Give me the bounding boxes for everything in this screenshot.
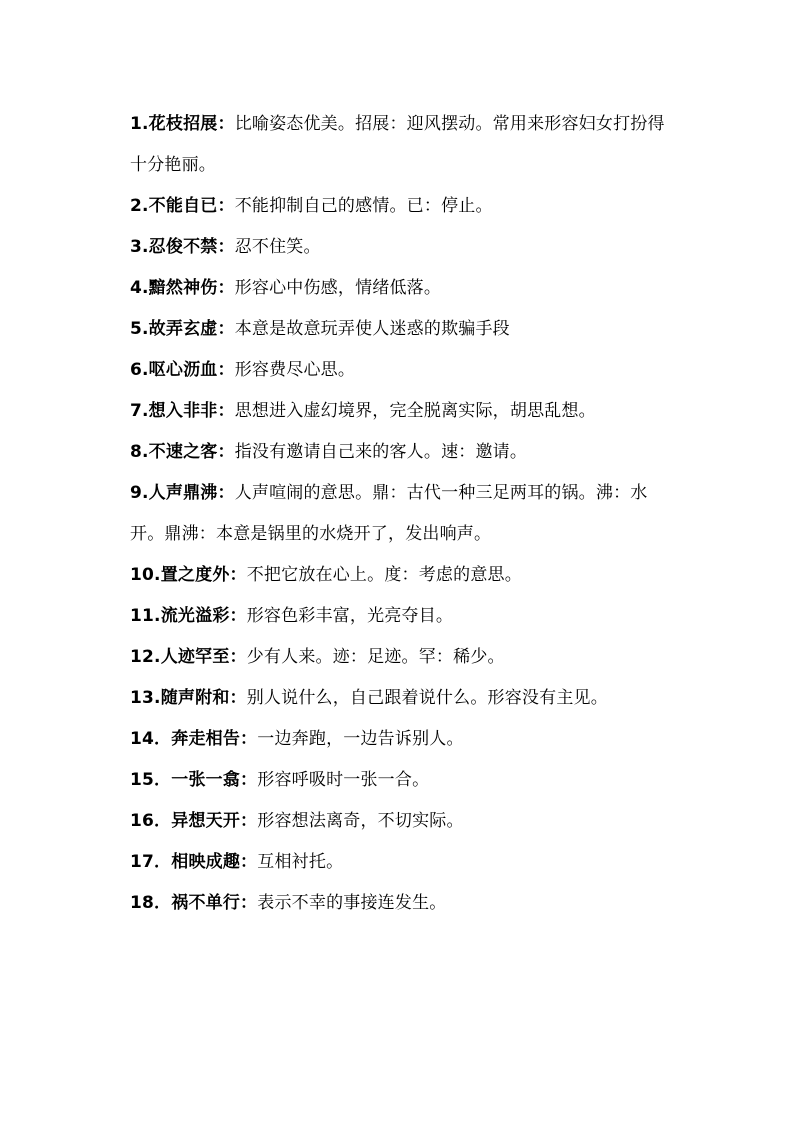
- entry-term: 4.黯然神伤：: [130, 278, 235, 298]
- entry-1: [130, 104, 674, 186]
- entry-definition: 互相衬托。: [257, 852, 344, 872]
- entry-definition: 不把它放在心上。度：考虑的意思。: [246, 565, 522, 585]
- entry-term: 12.人迹罕至：: [130, 647, 247, 667]
- entry-7: [130, 391, 674, 432]
- entry-definition: 形容想法离奇，不切实际。: [257, 811, 464, 831]
- entry-definition: 比喻姿态优美。招展：迎风摆动。常用来形容妇女打扮得十分艳丽。: [130, 114, 665, 175]
- entry-9: [130, 473, 674, 555]
- entry-term: 6.呕心沥血：: [130, 360, 235, 380]
- entry-term: 1.花枝招展：: [130, 114, 235, 134]
- entry-term: 9.人声鼎沸：: [130, 483, 235, 503]
- entry-term: 17．相映成趣：: [130, 852, 258, 872]
- entry-definition: 表示不幸的事接连发生。: [257, 893, 447, 913]
- entry-17: [130, 842, 674, 883]
- entry-definition: 思想进入虚幻境界，完全脱离实际，胡思乱想。: [234, 401, 596, 421]
- entry-term: 14．奔走相告：: [130, 729, 258, 749]
- entry-10: [130, 555, 674, 596]
- entry-definition: 形容费尽心思。: [234, 360, 356, 380]
- entry-4: [130, 268, 674, 309]
- entry-definition: 形容色彩丰富，光亮夺目。: [246, 606, 454, 626]
- entry-definition: 本意是故意玩弄使人迷惑的欺骗手段: [234, 319, 510, 339]
- entry-term: 5.故弄玄虚：: [130, 319, 235, 339]
- entry-6: [130, 350, 674, 391]
- entry-18: [130, 883, 674, 924]
- entry-term: 8.不速之客：: [130, 442, 235, 462]
- entry-term: 3.忍俊不禁：: [130, 237, 235, 257]
- entry-definition: 人声喧闹的意思。鼎：古代一种三足两耳的锅。沸：水开。鼎沸：本意是锅里的水烧开了，发出响声。: [130, 483, 648, 544]
- entry-5: [130, 309, 674, 350]
- entry-11: [130, 596, 674, 637]
- entry-definition: 形容呼吸时一张一合。: [257, 770, 430, 790]
- entry-definition: 形容心中伤感，情绪低落。: [234, 278, 442, 298]
- entry-14: [130, 719, 674, 760]
- entry-term: 16．异想天开：: [130, 811, 258, 831]
- entry-definition: 忍不住笑。: [234, 237, 321, 257]
- entry-term: 15．一张一翕：: [130, 770, 258, 790]
- entry-term: 18．祸不单行：: [130, 893, 258, 913]
- entry-15: [130, 760, 674, 801]
- entry-16: [130, 801, 674, 842]
- entry-term: 11.流光溢彩：: [130, 606, 247, 626]
- entry-12: [130, 637, 674, 678]
- entry-term: 10.置之度外：: [130, 565, 247, 585]
- entry-term: 2.不能自已：: [130, 196, 235, 216]
- entry-13: [130, 678, 674, 719]
- entry-definition: 指没有邀请自己来的客人。速：邀请。: [234, 442, 528, 462]
- entry-term: 13.随声附和：: [130, 688, 247, 708]
- entry-3: [130, 227, 674, 268]
- entry-2: [130, 186, 674, 227]
- entry-definition: 别人说什么，自己跟着说什么。形容没有主见。: [246, 688, 608, 708]
- entry-definition: 不能抑制自己的感情。已：停止。: [234, 196, 493, 216]
- entry-8: [130, 432, 674, 473]
- entry-definition: 一边奔跑，一边告诉别人。: [257, 729, 464, 749]
- entry-term: 7.想入非非：: [130, 401, 235, 421]
- entry-definition: 少有人来。迹：足迹。罕：稀少。: [246, 647, 505, 667]
